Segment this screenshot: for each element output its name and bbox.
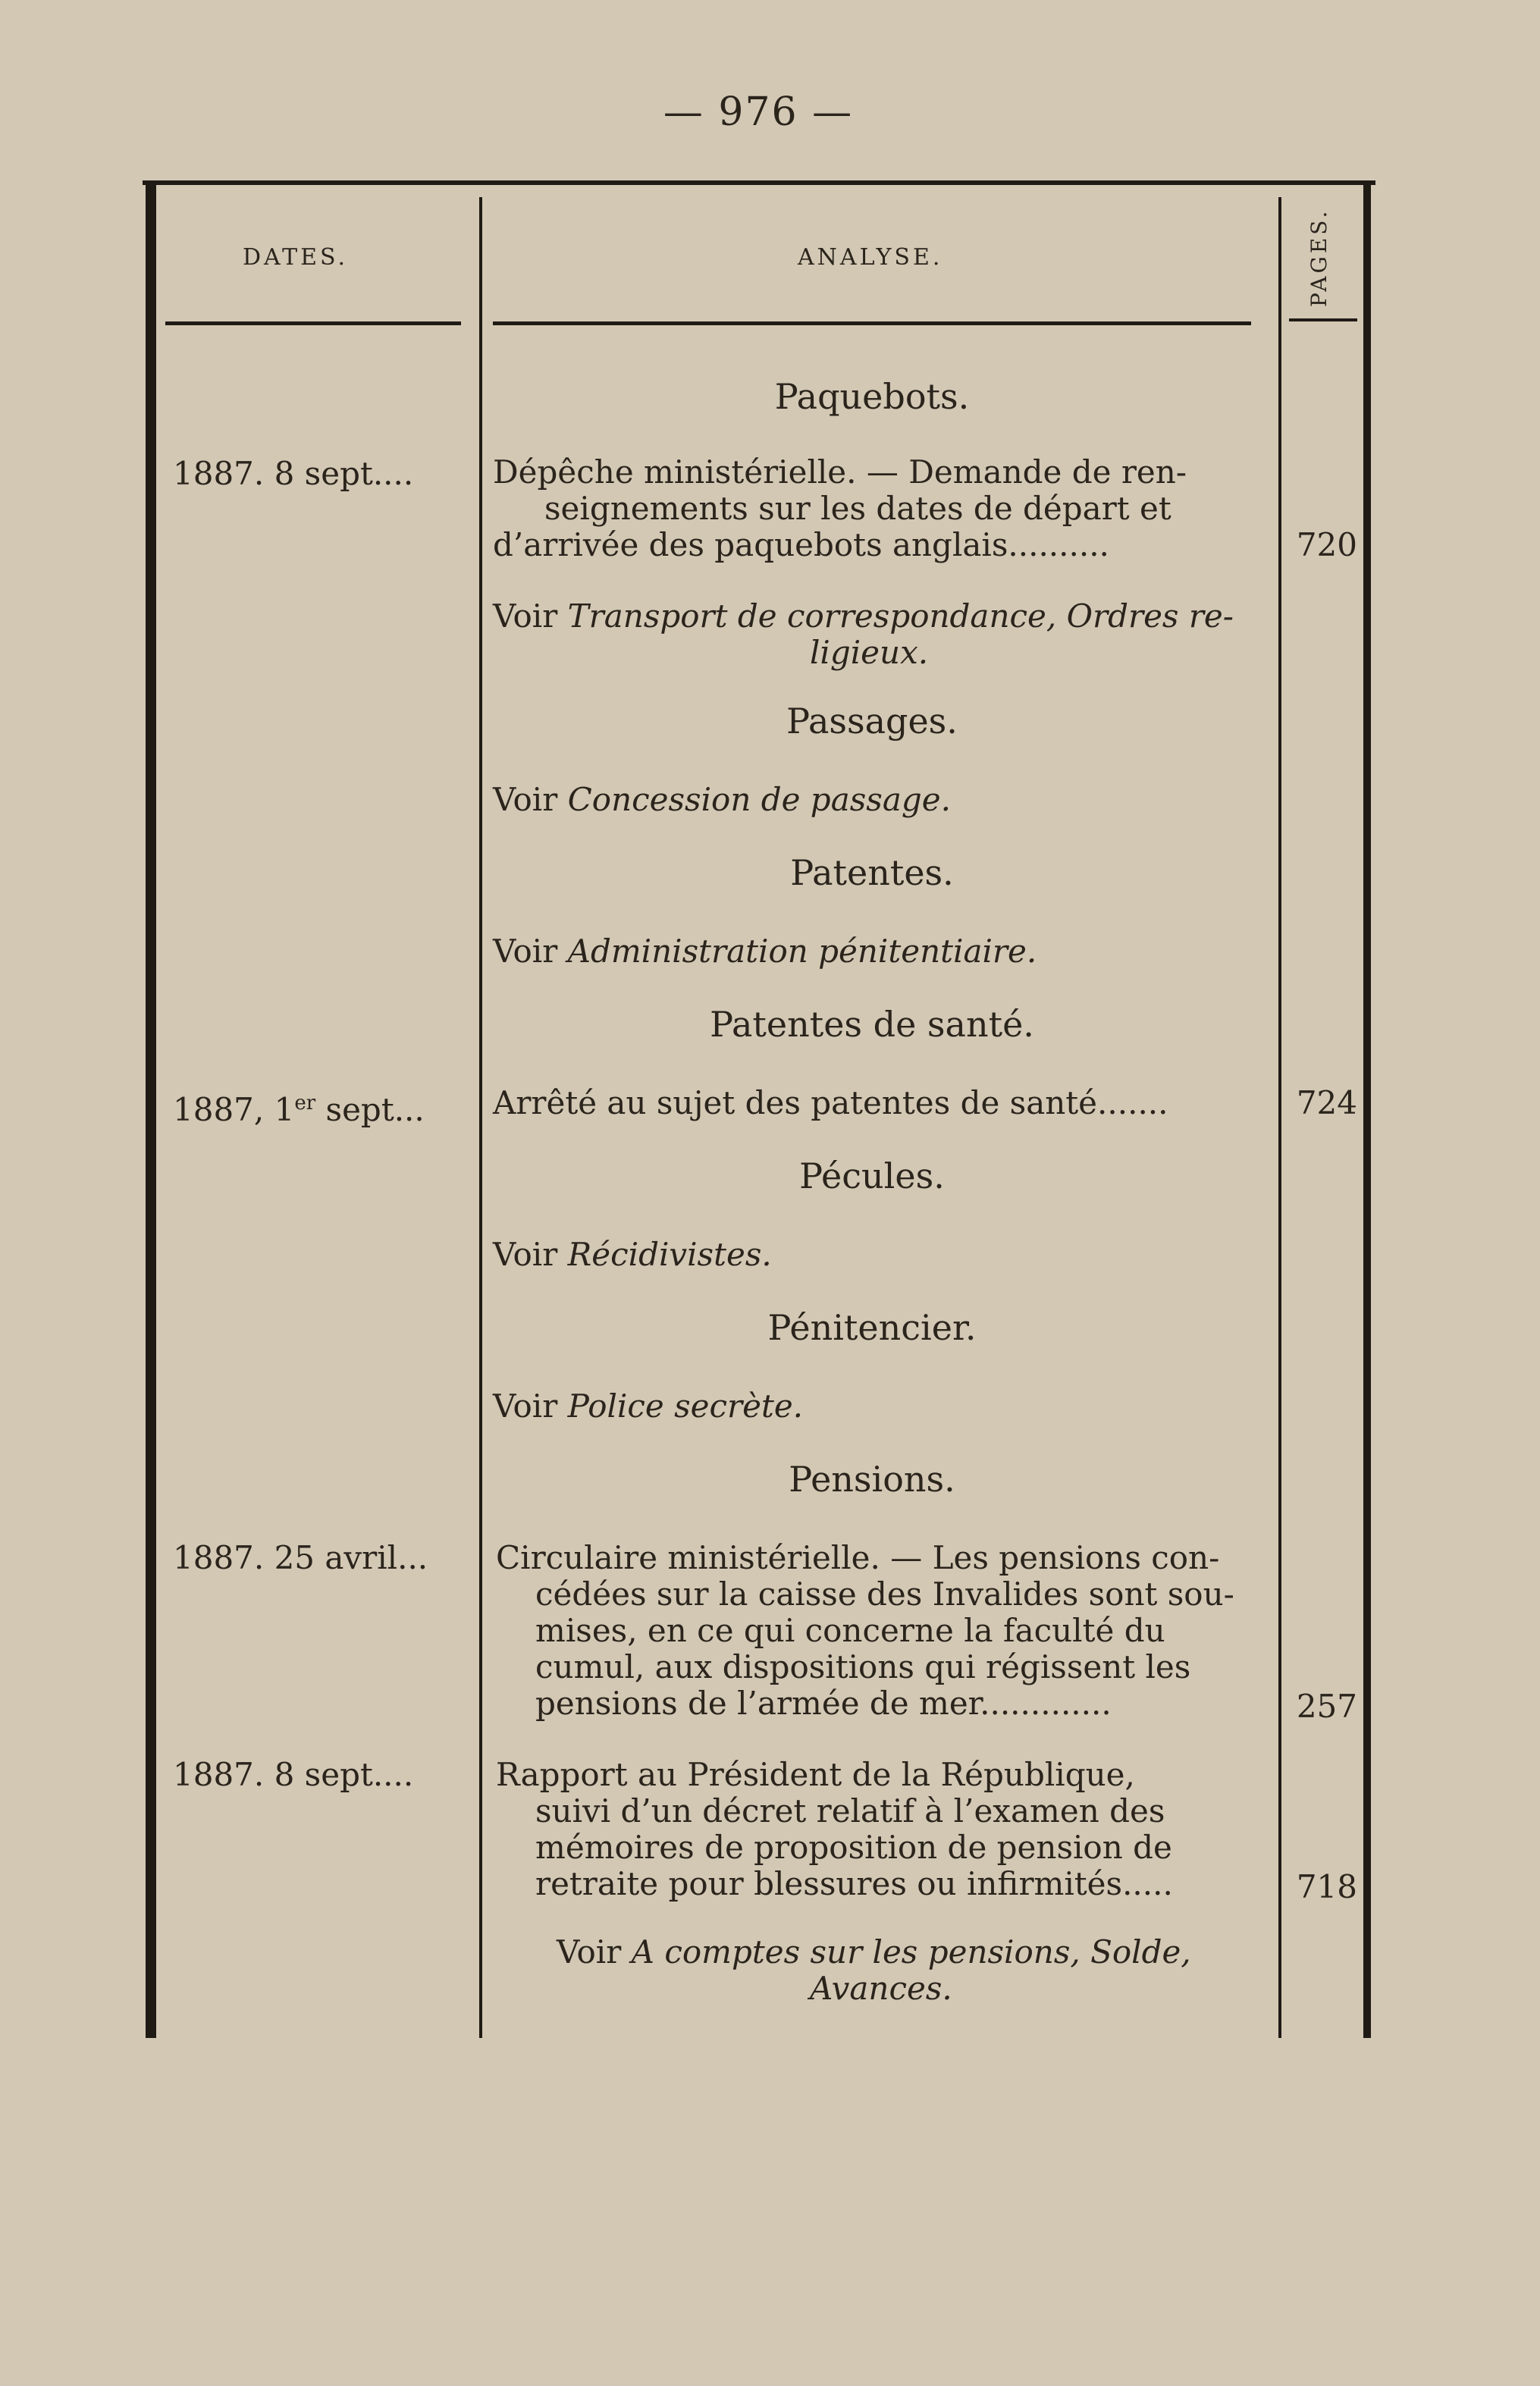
entry-date-day: 1: [274, 1091, 295, 1128]
section-heading-pecules: Pécules.: [799, 1155, 945, 1196]
see-also-prefix: Voir: [557, 1933, 622, 1971]
entry-date-month: sept...: [315, 1091, 425, 1128]
pages-header-rule: [1289, 318, 1357, 321]
entry-line: cédées sur la caisse des Invalides sont sou-: [535, 1576, 1234, 1613]
section-heading-paquebots: Paquebots.: [774, 376, 970, 417]
see-also-reference: Récidivistes.: [567, 1236, 772, 1273]
analyse-header: ANALYSE.: [798, 244, 943, 271]
entry-line: retraite pour blessures ou infirmités.....: [535, 1865, 1173, 1902]
entry-date-year: 1887,: [173, 1091, 265, 1128]
see-also-prefix: Voir: [493, 1387, 558, 1425]
entry-date: [173, 1084, 425, 1129]
see-also-reference: Concession de passage.: [567, 781, 951, 818]
see-also: [493, 1387, 803, 1425]
see-also: [493, 1236, 772, 1274]
see-also-reference: Transport de correspondance, Ordres re-: [567, 597, 1234, 635]
see-also: [493, 933, 1037, 970]
entry-date-superscript: er: [294, 1092, 316, 1115]
pages-header: PAGES.: [1306, 208, 1331, 307]
column-divider-dates: [479, 197, 482, 2038]
table-left-border: [146, 180, 156, 2038]
dates-header-rule: [165, 321, 461, 325]
entry-page: 724: [1296, 1084, 1357, 1121]
see-also-reference: Administration pénitentiaire.: [567, 933, 1037, 970]
entry-date: 1887. 25 avril...: [173, 1539, 428, 1576]
entry-line: Rapport au Président de la République,: [496, 1756, 1135, 1793]
see-also: [493, 597, 1234, 635]
entry-line: pensions de l’armée de mer.............: [535, 1685, 1112, 1722]
page-number: — 976 —: [663, 89, 854, 135]
section-heading-penitencier: Pénitencier.: [767, 1307, 977, 1348]
see-also-prefix: Voir: [493, 597, 558, 635]
see-also-reference: Police secrète.: [567, 1387, 804, 1425]
see-also-prefix: Voir: [493, 1236, 558, 1273]
entry-line: Arrêté au sujet des patentes de santé.......: [493, 1084, 1168, 1121]
see-also: [493, 781, 951, 819]
see-also-reference: ligieux.: [810, 634, 929, 671]
section-heading-patentes: Patentes.: [790, 852, 954, 893]
entry-line: seignements sur les dates de départ et: [544, 490, 1171, 527]
entry-line: cumul, aux dispositions qui régissent les: [535, 1648, 1191, 1685]
entry-line: mises, en ce qui concerne la faculté du: [535, 1612, 1165, 1649]
see-also-reference: Avances.: [810, 1970, 952, 2007]
entry-page: 720: [1296, 526, 1357, 563]
entry-page: 257: [1296, 1688, 1357, 1725]
analyse-header-rule: [493, 321, 1251, 325]
section-heading-pensions: Pensions.: [789, 1459, 955, 1500]
entry-page: 718: [1296, 1868, 1357, 1905]
entry-line: Circulaire ministérielle. — Les pensions con-: [496, 1539, 1220, 1576]
table-top-rule: [143, 180, 1375, 185]
entry-date: 1887. 8 sept....: [173, 455, 414, 492]
entry-line: Dépêche ministérielle. — Demande de ren-: [493, 453, 1187, 491]
entry-line: mémoires de proposition de pension de: [535, 1829, 1172, 1866]
section-heading-patentes-de-sante: Patentes de santé.: [710, 1004, 1034, 1045]
entry-line: suivi d’un décret relatif à l’examen des: [535, 1792, 1165, 1829]
see-also: [557, 1933, 1191, 1971]
see-also-reference: A comptes sur les pensions, Solde,: [631, 1933, 1191, 1971]
entry-line: d’arrivée des paquebots anglais..........: [493, 526, 1109, 563]
see-also-prefix: Voir: [493, 781, 558, 818]
entry-date: 1887. 8 sept....: [173, 1756, 414, 1793]
table-right-border: [1363, 180, 1371, 2038]
section-heading-passages: Passages.: [786, 701, 958, 742]
dates-header: DATES.: [243, 244, 349, 271]
see-also-prefix: Voir: [493, 933, 558, 970]
